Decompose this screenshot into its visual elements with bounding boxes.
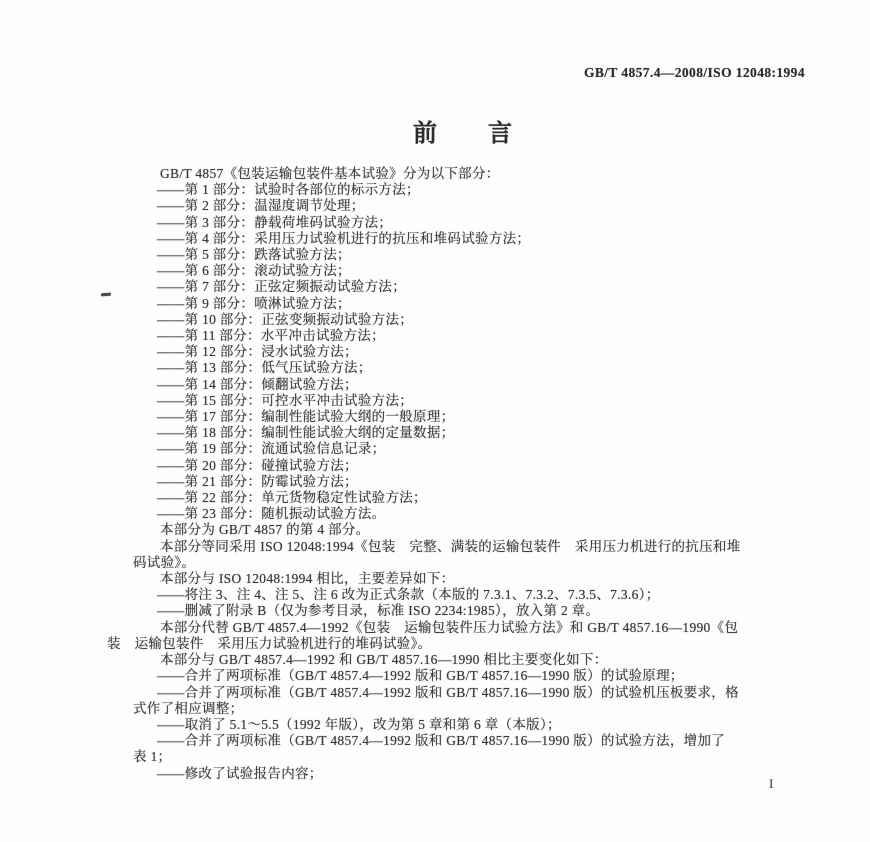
text-line: ——第 18 部分：编制性能试验大纲的定量数据； (157, 425, 455, 441)
text-line: ——将注 3、注 4、注 5、注 6 改为正式条款（本版的 7.3.1、7.3.2、7.3.5、7.3.6）； (157, 587, 660, 603)
body-text (107, 166, 833, 782)
text-line: ——第 3 部分：静载荷堆码试验方法； (157, 214, 393, 230)
text-line: 本部分等同采用 ISO 12048:1994《包装 完整、满装的运输包装件 采用压力机进行的抗压和堆 (160, 538, 741, 554)
text-line: ——删减了附录 B（仅为参考目录，标准 ISO 2234:1985），放入第 2 章。 (157, 603, 600, 619)
text-line: ——第 5 部分：跌落试验方法； (157, 247, 351, 263)
text-line: ——第 13 部分：低气压试验方法； (157, 360, 372, 376)
text-line: ——第 23 部分：随机振动试验方法。 (157, 506, 386, 522)
text-line: ——第 4 部分：采用压力试验机进行的抗压和堆码试验方法； (157, 230, 531, 246)
text-line: ——第 21 部分：防霉试验方法； (157, 473, 358, 489)
text-line: 表 1； (133, 749, 172, 765)
text-line: ——第 22 部分：单元货物稳定性试验方法； (157, 490, 427, 506)
margin-scan-artifact (101, 293, 111, 297)
text-line: ——第 6 部分：滚动试验方法； (157, 263, 351, 279)
text-line: ——第 17 部分：编制性能试验大纲的一般原理； (157, 409, 455, 425)
text-line: ——第 10 部分：正弦变频振动试验方法； (157, 311, 414, 327)
text-line: ——第 1 部分：试验时各部位的标示方法； (157, 182, 420, 198)
standard-code-header: GB/T 4857.4—2008/ISO 12048:1994 (583, 65, 805, 80)
text-line: 本部分与 GB/T 4857.4—1992 和 GB/T 4857.16—1990 相比主要变化如下： (160, 652, 608, 668)
text-line: ——合并了两项标准（GB/T 4857.4—1992 版和 GB/T 4857.16—1990 版）的试验方法，增加了 (157, 733, 726, 749)
text-line: ——第 9 部分：喷淋试验方法； (157, 295, 351, 311)
text-line: 装 运输包装件 采用压力试验机进行的堆码试验》。 (107, 635, 432, 651)
text-line: ——第 20 部分：碰撞试验方法； (157, 457, 358, 473)
text-line: ——第 2 部分：温湿度调节处理； (157, 198, 365, 214)
text-line: 码试验》。 (133, 554, 196, 570)
text-line: ——第 7 部分：正弦定频振动试验方法； (157, 279, 406, 295)
text-line: ——第 14 部分：倾翻试验方法； (157, 376, 358, 392)
text-line: ——修改了试验报告内容； (157, 765, 323, 781)
text-line: 式作了相应调整； (133, 700, 244, 716)
text-line: ——第 19 部分：流通试验信息记录； (157, 441, 386, 457)
text-line: GB/T 4857《包装运输包装件基本试验》分为以下部分： (160, 166, 500, 181)
text-line: 本部分与 ISO 12048:1994 相比，主要差异如下： (160, 571, 455, 587)
text-line: ——第 11 部分：水平冲击试验方法； (157, 328, 385, 344)
text-line: ——第 12 部分：浸水试验方法； (157, 344, 358, 360)
text-line: ——第 15 部分：可控水平冲击试验方法； (157, 392, 414, 408)
text-line: ——取消了 5.1～5.5（1992 年版），改为第 5 章和第 6 章（本版）； (157, 716, 561, 732)
text-line: ——合并了两项标准（GB/T 4857.4—1992 版和 GB/T 4857.16—1990 版）的试验机压板要求，格 (157, 684, 739, 700)
page-number: I (769, 776, 774, 791)
text-line: 本部分代替 GB/T 4857.4—1992《包装 运输包装件压力试验方法》和 GB/T 4857.16—1990《包 (160, 619, 739, 635)
text-line: ——合并了两项标准（GB/T 4857.4—1992 版和 GB/T 4857.16—1990 版）的试验原理； (157, 668, 684, 684)
page-title: 前 言 (413, 121, 513, 147)
text-line: 本部分为 GB/T 4857 的第 4 部分。 (160, 522, 370, 538)
